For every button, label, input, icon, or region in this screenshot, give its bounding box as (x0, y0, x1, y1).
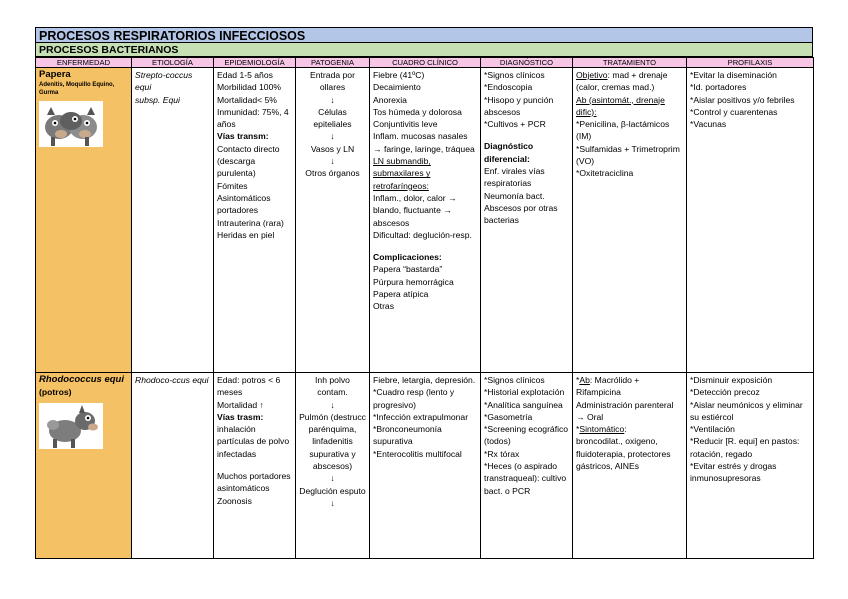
pathogenesis-cell: Inh polvo contam. ↓ Pulmón (destrucc parénquima, linfadenitis supurativa y abscesos) ↓ Deglución esputo ↓ (296, 373, 370, 559)
header-profilaxis: PROFILAXIS (687, 58, 814, 68)
diagnosis-cell: *Signos clínicos *Endoscopia *Hisopo y punción abscesos *Cultivos + PCR Diagnóstico diferencial: Enf. virales vías respiratorias Neumonía bact. Abscesos por otras bacterias (481, 68, 573, 373)
epidemiology-cell: Edad: potros < 6 meses Mortalidad ↑ Vías trasm: inhalación partículas de polvo infectadas Muchos portadores asintomáticos Zoonosis (214, 373, 296, 559)
diagnosis-cell: *Signos clínicos *Historial explotación *Analítica sanguínea *Gasometría *Screening ecográfico (todos) *Rx tórax *Heces (o aspirado transtraqueal): cultivo bact. o PCR (481, 373, 573, 559)
page-title: PROCESOS RESPIRATORIOS INFECCIOSOS (35, 27, 813, 43)
section-subtitle: PROCESOS BACTERIANOS (35, 43, 813, 57)
clinical-cell: Fiebre, letargia, depresión. *Cuadro resp (lento y progresivo) *Infección extrapulmonar *Bronconeumonía supurativa *Enterocolitis multifocal (370, 373, 481, 559)
table-row (36, 68, 814, 373)
disease-alt-names: Adenitis, Moquillo Equino, Gurma (39, 82, 115, 97)
document-table-wrapper (35, 27, 813, 559)
etiology-cell: Strepto-coccus equi subsp. Equi (132, 68, 214, 373)
diseases-table (35, 57, 814, 559)
arrow-down-icon: ↓ (330, 399, 335, 410)
header-diagnostico: DIAGNÓSTICO (481, 58, 573, 68)
epidemiology-cell: Edad 1-5 años Morbilidad 100% Mortalidad< 5% Inmunidad: 75%, 4 años Vías transm: Contacto directo (descarga purulenta) Fómites Asintomáticos portadores Intrauterina (rara) Heridas en piel (214, 68, 296, 373)
clinical-cell: Fiebre (41ºC) Decaimiento Anorexia Tos húmeda y dolorosa Conjuntivitis leve Inflam. mucosas nasales → faringe, laringe, tráquea LN submandib, submaxilares y retrofaríngeos: Inflam., dolor, calor → blando, fluctuante → abscesos Dificultad: deglución-resp. Complicaciones: Papera “bastarda” Púrpura hemorrágica Papera atípica Otras (370, 68, 481, 373)
disease-cell (36, 68, 132, 373)
horse-illustration (39, 101, 128, 150)
table-row (36, 373, 814, 559)
prophylaxis-cell: *Evitar la diseminación *Id. portadores *Aislar positivos y/o febriles *Control y cuarentenas *Vacunas (687, 68, 814, 373)
treatment-cell: *Ab: Macrólido + Rifampicina Administración parenteral → Oral *Sintomático: broncodilat., oxigeno, fluidoterapia, protectores gástricos, AINEs (573, 373, 687, 559)
header-etiologia: ETIOLOGÍA (132, 58, 214, 68)
arrow-down-icon: ↓ (330, 94, 335, 105)
header-cuadro-clinico: CUADRO CLÍNICO (370, 58, 481, 68)
header-enfermedad: ENFERMEDAD (36, 58, 132, 68)
header-tratamiento: TRATAMIENTO (573, 58, 687, 68)
disease-name: Rhodococcus equi (39, 374, 124, 385)
disease-name: Papera (39, 69, 71, 80)
disease-alt-names: (potros) (39, 387, 72, 398)
arrow-down-icon: ↓ (330, 497, 335, 508)
treatment-cell: Objetivo: mad + drenaje (calor, cremas mad.) Ab (asintomát., drenaje dific): *Penicilina, β-lactámicos (IM) *Sulfamidas + Trimetroprim (VO) *Oxitetraciclina (573, 68, 687, 373)
arrow-down-icon: ↓ (330, 131, 335, 142)
pathogenesis-cell: Entrada por ollares ↓ Células epiteliales ↓ Vasos y LN ↓ Otros órganos (296, 68, 370, 373)
foal-illustration (39, 403, 128, 452)
disease-cell (36, 373, 132, 559)
arrow-down-icon: ↓ (330, 156, 335, 167)
header-patogenia: PATOGENIA (296, 58, 370, 68)
header-row (36, 58, 814, 68)
arrow-down-icon: ↓ (330, 473, 335, 484)
etiology-cell: Rhodoco-ccus equi (132, 373, 214, 559)
header-epidemiologia: EPIDEMIOLOGÍA (214, 58, 296, 68)
prophylaxis-cell: *Disminuir exposición *Detección precoz *Aislar neumónicos y eliminar su estiércol *Ventilación *Reducir [R. equi] en pastos: rotación, regado *Evitar estrés y drogas inmunosupresoras (687, 373, 814, 559)
